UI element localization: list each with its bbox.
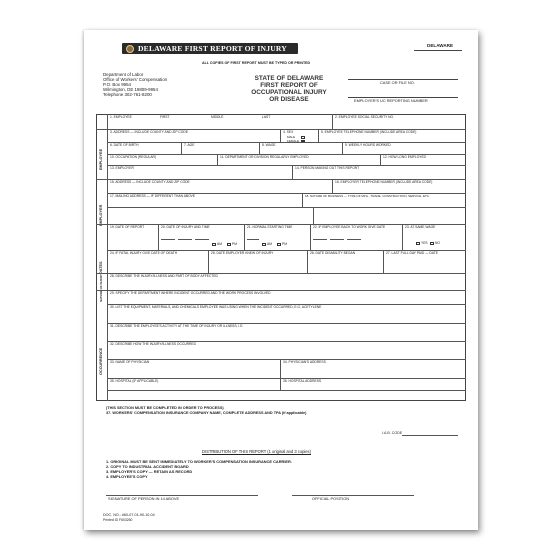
report-date-label: 19. DATE OF REPORT — [110, 225, 145, 229]
section-nature: NATURE OF INJURY — [99, 274, 103, 302]
activity-label: 31. DESCRIBE THE EMPLOYEE'S ACTIVITY AT THE TIME OF INJURY OR ILLNESS, I.E. — [110, 324, 244, 328]
knew-injury-label: 25. DATE EMPLOYER KNEW OF INJURY — [211, 251, 274, 255]
distribution-item: 1. ORIGINAL MUST BE SENT IMMEDIATELY TO WORKER'S COMPENSATION INSURANCE CARRIER. — [106, 459, 292, 464]
state-seal-icon — [126, 45, 134, 53]
middle-name-label: MIDDLE — [211, 115, 224, 119]
section-occurrence: OCCURRENCE — [99, 347, 103, 375]
state-report-title: STATE OF DELAWARE FIRST REPORT OF OCCUPATIONAL INJURY OR DISEASE — [251, 75, 327, 103]
insurance-note: (THIS SECTION MUST BE COMPLETED IN ORDER TO PROCESS) — [106, 406, 224, 410]
department-label: 11. DEPARTMENT OR DIVISION REGULARLY EMPLOYED — [220, 155, 309, 159]
distribution-title: DISTRIBUTION OF THIS REPORT (1 original and 3 copies) — [202, 449, 311, 454]
form-title-banner — [122, 43, 298, 54]
wage-label: 8. WAGE — [262, 143, 276, 147]
distribution-item: 2. COPY TO INDUSTRIAL ACCIDENT BOARD — [106, 464, 189, 469]
typed-notice: ALL COPIES OF FIRST REPORT MUST BE TYPED OR PRINTED — [202, 61, 311, 65]
dob-label: 6. DATE OF BIRTH — [110, 143, 139, 147]
employee-phone-label: 5. EMPLOYEE TELEPHONE NUMBER (INCLUDE AREA CODE) — [321, 130, 417, 134]
weekly-hours-label: 9. WEEKLY HOURS WORKED — [345, 143, 391, 147]
section-dates: DATES — [99, 261, 103, 274]
state-tag: DELAWARE — [427, 43, 454, 48]
employer-phone-label: 16. EMPLOYER TELEPHONE NUMBER (INCLUDE AREA CODE) — [335, 180, 433, 184]
sex-female-checkbox[interactable] — [301, 140, 305, 143]
form-title: DELAWARE FIRST REPORT OF INJURY — [138, 43, 287, 53]
employer-address-label: 15. ADDRESS — INCLUDE COUNTY AND ZIP CODE — [110, 180, 190, 184]
printed-id: Printed ID F603260 — [103, 518, 133, 522]
start-time-label: 21. NORMAL STARTING TIME — [247, 225, 293, 229]
injury-description-label: 28. DESCRIBE THE INJURY/ILLNESS AND PART OF BODY AFFECTED — [110, 274, 218, 278]
mailing-address-label: 17. MAILING ADDRESS — IF DIFFERENT THAN ABOVE — [110, 194, 196, 198]
form-page: DELAWARE FIRST REPORT OF INJURY DELAWARE ALL COPIES OF FIRST REPORT MUST BE TYPED OR PRINTED Department of Labor Office of Workers' Compensation P.O. Box 9954 Wilmington, DE 19809-9954 Telephone 302-761-8200 STATE OF DELAWARE FIRST REPORT OF OCCUPATIONAL INJURY OR DISEASE CASE OR FILE NO. EMPLOYER'S UC REPORTING NUMBER EMPLOYEE EMPLOYER DATES NATURE OF INJURY OCCURRENCE 1. EMPLOYEE FIRST MIDDLE LAST 2. EMPLOYEE SOCIAL SECURITY NO. 3. ADDRESS — INCLUDE COUNTY AND ZIP CODE 4. SEX MALE FEMALE 5. EMPLOYEE TELEPHONE NUMBER (INCLUDE AREA CODE) 6. DATE OF BIRTH 7. AGE 8. WAGE 9. WEEKLY HOURS WORKED 10. OCCUPATION (REGULAR) 11. DEPARTMENT OR DIVISION REGULARLY EMPLOYED 12. HOW LONG EMPLOYED 13. EMPLOYER 14. PERSON MAKING OUT THIS REPORT 15. ADDRESS — INCLUDE COUNTY AND ZIP CODE 16. EMPLOYER TELEPHONE NUMBER (INCLUDE AREA CODE) 17. MAILING ADDRESS — IF DIFFERENT THAN ABOVE 18. NATURE OF BUSINESS — TYPE OF MFG., TRADE, CONSTRUCTION, SERVICE, ETC. 19. DATE OF REPORT 20. DATE OF INJURY AND TIME 21. NORMAL STARTING TIME 22. IF EMPLOYEE BACK TO WORK GIVE DATE 23. AT SAME WAGE AM PM AM PM YES NO 24. IF FATAL INJURY GIVE DATE OF DEATH 25. DATE EMPLOYER KNEW OF INJURY 26. DATE DISABILITY BEGAN 27. LAST FULL DAY PAID — DATE 28. DESCRIBE THE INJURY/ILLNESS AND PART OF BODY AFFECTED 29. SPECIFY THE DEPARTMENT WHERE INCIDENT OCCURRED AND THE WORK PROCESS INVOLVED 30. LIST THE EQUIPMENT, MATERIALS, AND CHEMICALS EMPLOYEE WAS USING WHEN THE INCIDENT OCCURRED, E.G. ACETYLENE 31. DESCRIBE THE EMPLOYEE'S ACTIVITY AT THE TIME OF INJURY OR ILLNESS, I.E. 32. DESCRIBE HOW THE INJURY/ILLNESS OCCURRED 33. NAME OF PHYSICIAN 34. PHYSICIAN'S ADDRESS 35. HOSPITAL (IF APPLICABLE) 36. HOSPITAL ADDRESS (THIS SECTION MUST BE COMPLETED IN ORDER TO PROCESS) 37. WORKERS' COMPENSATION INSURANCE COMPANY NAME, COMPLETE ADDRESS AND TPA (if applicable) I.A.B. CODE DISTRIBUTION OF THIS REPORT (1 original and 3 copies) 1. ORIGINAL MUST BE SENT IMMEDIATELY TO WORKER'S COMPENSATION INSURANCE CARRIER. 2. COPY TO INDUSTRIAL ACCIDENT BOARD 3. EMPLOYER'S COPY — RETAIN AS RECORD 4. EMPLOYEE'S COPY SIGNATURE OF PERSON IN 14 ABOVE OFFICIAL POSITION DOC. NO.: #60-07-01-90-10-04 Printed ID F603260 — [84, 30, 478, 530]
doc-number: DOC. NO.: #60-07-01-90-10-04 — [103, 513, 155, 517]
case-file-label: CASE OR FILE NO. — [380, 80, 415, 85]
equipment-label: 30. LIST THE EQUIPMENT, MATERIALS, AND CHEMICALS EMPLOYEE WAS USING WHEN THE INCIDENT OCCURRED, E.G. ACETYLENE — [110, 305, 322, 309]
same-wage-no-checkbox[interactable] — [430, 242, 434, 245]
ssn-label: 2. EMPLOYEE SOCIAL SECURITY NO. — [335, 115, 394, 119]
person-report-label: 14. PERSON MAKING OUT THIS REPORT — [295, 166, 360, 170]
insurance-company-label: 37. WORKERS' COMPENSATION INSURANCE COMPANY NAME, COMPLETE ADDRESS AND TPA (if applicable) — [106, 411, 307, 415]
employee-address-label: 3. ADDRESS — INCLUDE COUNTY AND ZIP CODE — [110, 130, 188, 134]
employee-name-label: 1. EMPLOYEE — [110, 115, 132, 119]
section-employer: EMPLOYER — [99, 204, 103, 226]
signature-label: SIGNATURE OF PERSON IN 14 ABOVE — [108, 496, 180, 501]
injury-date-label: 20. DATE OF INJURY AND TIME — [161, 225, 210, 229]
distribution-item: 3. EMPLOYER'S COPY — RETAIN AS RECORD — [106, 469, 193, 474]
official-position-label: OFFICIAL POSITION — [312, 496, 350, 501]
physician-name-label: 33. NAME OF PHYSICIAN — [110, 360, 150, 364]
sex-label: 4. SEX — [283, 130, 294, 134]
start-pm-checkbox[interactable] — [277, 243, 281, 246]
same-wage-yes-checkbox[interactable] — [416, 242, 420, 245]
start-am-checkbox[interactable] — [262, 243, 266, 246]
section-employee: EMPLOYEE — [99, 148, 103, 170]
first-name-label: FIRST — [160, 115, 170, 119]
occupation-label: 10. OCCUPATION (REGULAR) — [110, 155, 157, 159]
nature-business-label: 18. NATURE OF BUSINESS — TYPE OF MFG., TRADE, CONSTRUCTION, SERVICE, ETC. — [305, 194, 430, 198]
hospital-address-label: 36. HOSPITAL ADDRESS — [283, 379, 322, 383]
injury-pm-checkbox[interactable] — [227, 243, 231, 246]
last-name-label: LAST — [262, 115, 271, 119]
distribution-item: 4. EMPLOYEE'S COPY — [106, 474, 148, 479]
incident-department-label: 29. SPECIFY THE DEPARTMENT WHERE INCIDENT OCCURRED AND THE WORK PROCESS INVOLVED — [110, 291, 271, 295]
hospital-label: 35. HOSPITAL (IF APPLICABLE) — [110, 379, 159, 383]
last-paid-label: 27. LAST FULL DAY PAID — DATE — [386, 251, 438, 255]
death-date-label: 24. IF FATAL INJURY GIVE DATE OF DEATH — [110, 251, 178, 255]
disability-began-label: 26. DATE DISABILITY BEGAN — [310, 251, 356, 255]
injury-am-checkbox[interactable] — [212, 243, 216, 246]
iab-code-label: I.A.B. CODE — [382, 431, 403, 435]
age-label: 7. AGE — [184, 143, 195, 147]
physician-address-label: 34. PHYSICIAN'S ADDRESS — [283, 360, 326, 364]
back-to-work-label: 22. IF EMPLOYEE BACK TO WORK GIVE DATE — [313, 225, 386, 229]
how-occurred-label: 32. DESCRIBE HOW THE INJURY/ILLNESS OCCURRED — [110, 342, 196, 346]
employer-label: 13. EMPLOYER — [110, 166, 134, 170]
same-wage-label: 23. AT SAME WAGE — [405, 225, 436, 229]
how-long-label: 12. HOW LONG EMPLOYED — [383, 155, 427, 159]
uc-number-label: EMPLOYER'S UC REPORTING NUMBER — [354, 98, 428, 103]
